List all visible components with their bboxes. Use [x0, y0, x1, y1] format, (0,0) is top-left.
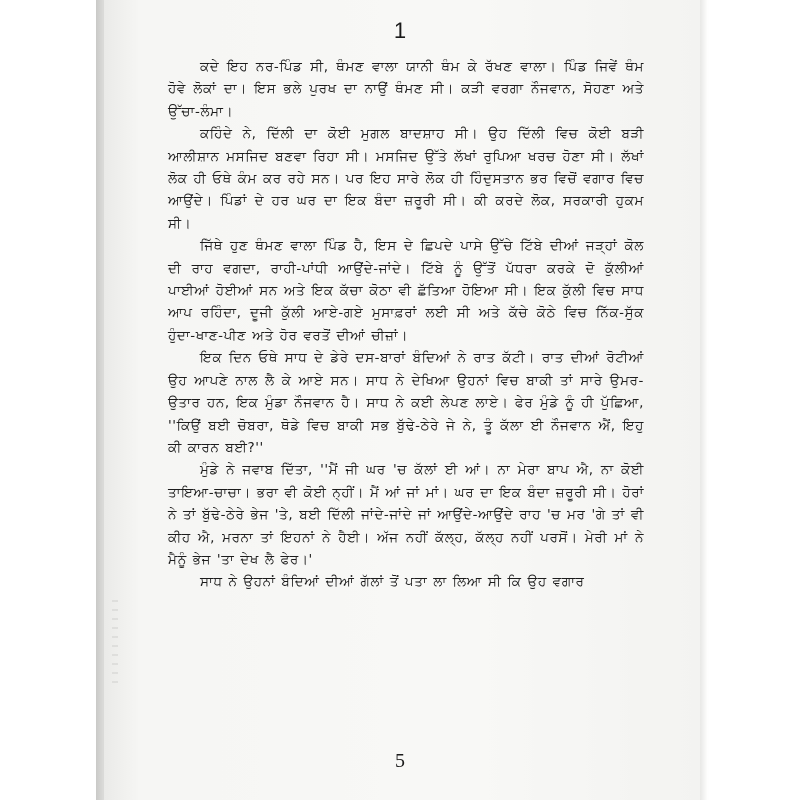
paragraph: ਜਿੱਥੇ ਹੁਣ ਥੰਮਣ ਵਾਲਾ ਪਿੰਡ ਹੈ, ਇਸ ਦੇ ਛਿਪਦੇ ਪਾਸੇ ਉੱਚੇ ਟਿੱਬੇ ਦੀਆਂ ਜੜ੍ਹਾਂ ਕੋਲ ਦੀ ਰਾਹ ਵਗਦਾ, ਰਾਹੀ-ਪਾਂਧੀ ਆਉਂਦੇ-ਜਾਂਦੇ। ਟਿੱਬੇ ਨੂੰ ਉੱਤੋਂ ਪੱਧਰਾ ਕਰਕੇ ਦੋ ਕੁੱਲੀਆਂ ਪਾਈਆਂ ਹੋਈਆਂ ਸਨ ਅਤੇ ਇਕ ਕੱਚਾ ਕੋਠਾ ਵੀ ਛੱਤਿਆ ਹੋਇਆ ਸੀ। ਇਕ ਕੁੱਲੀ ਵਿਚ ਸਾਧ ਆਪ ਰਹਿੰਦਾ, ਦੂਜੀ ਕੁੱਲੀ ਆਏ-ਗਏ ਮੁਸਾਫ਼ਰਾਂ ਲਈ ਸੀ ਅਤੇ ਕੱਚੇ ਕੋਠੇ ਵਿਚ ਨਿੱਕ-ਸੁੱਕ ਹੁੰਦਾ-ਖਾਣ-ਪੀਣ ਅਤੇ ਹੋਰ ਵਰਤੋਂ ਦੀਆਂ ਚੀਜ਼ਾਂ।	[168, 238, 644, 344]
paragraph: ਮੁੰਡੇ ਨੇ ਜਵਾਬ ਦਿੱਤਾ, ''ਮੈਂ ਜੀ ਘਰ 'ਚ ਕੱਲਾਂ ਈ ਆਂ। ਨਾ ਮੇਰਾ ਬਾਪ ਐ, ਨਾ ਕੋਈ ਤਾਇਆ-ਚਾਚਾ। ਭਰਾ ਵੀ ਕੋਈ ਨ੍ਹੀਂ। ਮੈਂ ਆਂ ਜਾਂ ਮਾਂ। ਘਰ ਦਾ ਇਕ ਬੰਦਾ ਜ਼ਰੂਰੀ ਸੀ। ਹੋਰਾਂ ਨੇ ਤਾਂ ਬੁੱਢੇ-ਠੇਰੇ ਭੇਜ 'ਤੇ, ਬਈ ਦਿੱਲੀ ਜਾਂਦੇ-ਜਾਂਦੇ ਜਾਂ ਆਉਂਦੇ-ਆਉਂਦੇ ਰਾਹ 'ਚ ਮਰ 'ਗੇ ਤਾਂ ਵੀ ਕੀਹ ਐ, ਮਰਨਾ ਤਾਂ ਇਹਨਾਂ ਨੇ ਹੈਈ। ਅੱਜ ਨਹੀਂ ਕੱਲ੍ਹ, ਕੱਲ੍ਹ ਨਹੀਂ ਪਰਸੋਂ। ਮੇਰੀ ਮਾਂ ਨੇ ਮੈਨੂੰ ਭੇਜ 'ਤਾ ਦੇਖ ਲੈ ਫੇਰ।'	[168, 462, 644, 568]
chapter-number: 1	[393, 18, 407, 43]
chapter-body-text	[168, 56, 644, 594]
paragraph: ਇਕ ਦਿਨ ਓਥੇ ਸਾਧ ਦੇ ਡੇਰੇ ਦਸ-ਬਾਰਾਂ ਬੰਦਿਆਂ ਨੇ ਰਾਤ ਕੱਟੀ। ਰਾਤ ਦੀਆਂ ਰੋਟੀਆਂ ਉਹ ਆਪਣੇ ਨਾਲ ਲੈ ਕੇ ਆਏ ਸਨ। ਸਾਧ ਨੇ ਦੇਖਿਆ ਉਹਨਾਂ ਵਿਚ ਬਾਕੀ ਤਾਂ ਸਾਰੇ ਉਮਰ-ਉਤਾਰ ਹਨ, ਇਕ ਮੁੰਡਾ ਨੌਜਵਾਨ ਹੈ। ਸਾਧ ਨੇ ਕਈ ਲੇਪਣ ਲਾਏ। ਫੇਰ ਮੁੰਡੇ ਨੂੰ ਹੀ ਪੁੱਛਿਆ, ''ਕਿਉਂ ਬਈ ਚੋਬਰਾ, ਥੋਡੇ ਵਿਚ ਬਾਕੀ ਸਭ ਬੁੱਢੇ-ਠੇਰੇ ਜੇ ਨੇ, ਤੂੰ ਕੱਲਾ ਈ ਨੌਜਵਾਨ ਐਂ, ਇਹੁ ਕੀ ਕਾਰਨ ਬਈ?''	[168, 350, 644, 456]
paragraph: ਸਾਧ ਨੇ ਉਹਨਾਂ ਬੰਦਿਆਂ ਦੀਆਂ ਗੱਲਾਂ ਤੋਂ ਪਤਾ ਲਾ ਲਿਆ ਸੀ ਕਿ ਉਹ ਵਗਾਰ	[200, 574, 585, 591]
paragraph: ਕਦੇ ਇਹ ਨਰ-ਪਿੰਡ ਸੀ, ਥੰਮਣ ਵਾਲਾ ਯਾਨੀ ਥੰਮ ਕੇ ਰੱਖਣ ਵਾਲਾ। ਪਿੰਡ ਜਿਵੇਂ ਥੰਮ ਹੋਵੇ ਲੋਕਾਂ ਦਾ। ਇਸ ਭਲੇ ਪੁਰਖ ਦਾ ਨਾਉਂ ਥੰਮਣ ਸੀ। ਕੜੀ ਵਰਗਾ ਨੌਜਵਾਨ, ਸੋਹਣਾ ਅਤੇ ਉੱਚਾ-ਲੰਮਾ।	[168, 59, 644, 120]
paragraph: ਕਹਿੰਦੇ ਨੇ, ਦਿੱਲੀ ਦਾ ਕੋਈ ਮੁਗਲ ਬਾਦਸ਼ਾਹ ਸੀ। ਉਹ ਦਿੱਲੀ ਵਿਚ ਕੋਈ ਬੜੀ ਆਲੀਸ਼ਾਨ ਮਸਜਿਦ ਬਣਵਾ ਰਿਹਾ ਸੀ। ਮਸਜਿਦ ਉੱਤੇ ਲੱਖਾਂ ਰੁਪਿਆ ਖਰਚ ਹੋਣਾ ਸੀ। ਲੱਖਾਂ ਲੋਕ ਹੀ ਓਥੇ ਕੰਮ ਕਰ ਰਹੇ ਸਨ। ਪਰ ਇਹ ਸਾਰੇ ਲੋਕ ਹੀ ਹਿੰਦੁਸਤਾਨ ਭਰ ਵਿਚੋਂ ਵਗਾਰ ਵਿਚ ਆਉਂਦੇ। ਪਿੰਡਾਂ ਦੇ ਹਰ ਘਰ ਦਾ ਇਕ ਬੰਦਾ ਜ਼ਰੂਰੀ ਸੀ। ਕੀ ਕਰਦੇ ਲੋਕ, ਸਰਕਾਰੀ ਹੁਕਮ ਸੀ।	[168, 126, 644, 232]
page-edge	[700, 0, 708, 800]
binding-stitch-marks	[112, 600, 118, 690]
page-number: 5	[395, 750, 405, 772]
